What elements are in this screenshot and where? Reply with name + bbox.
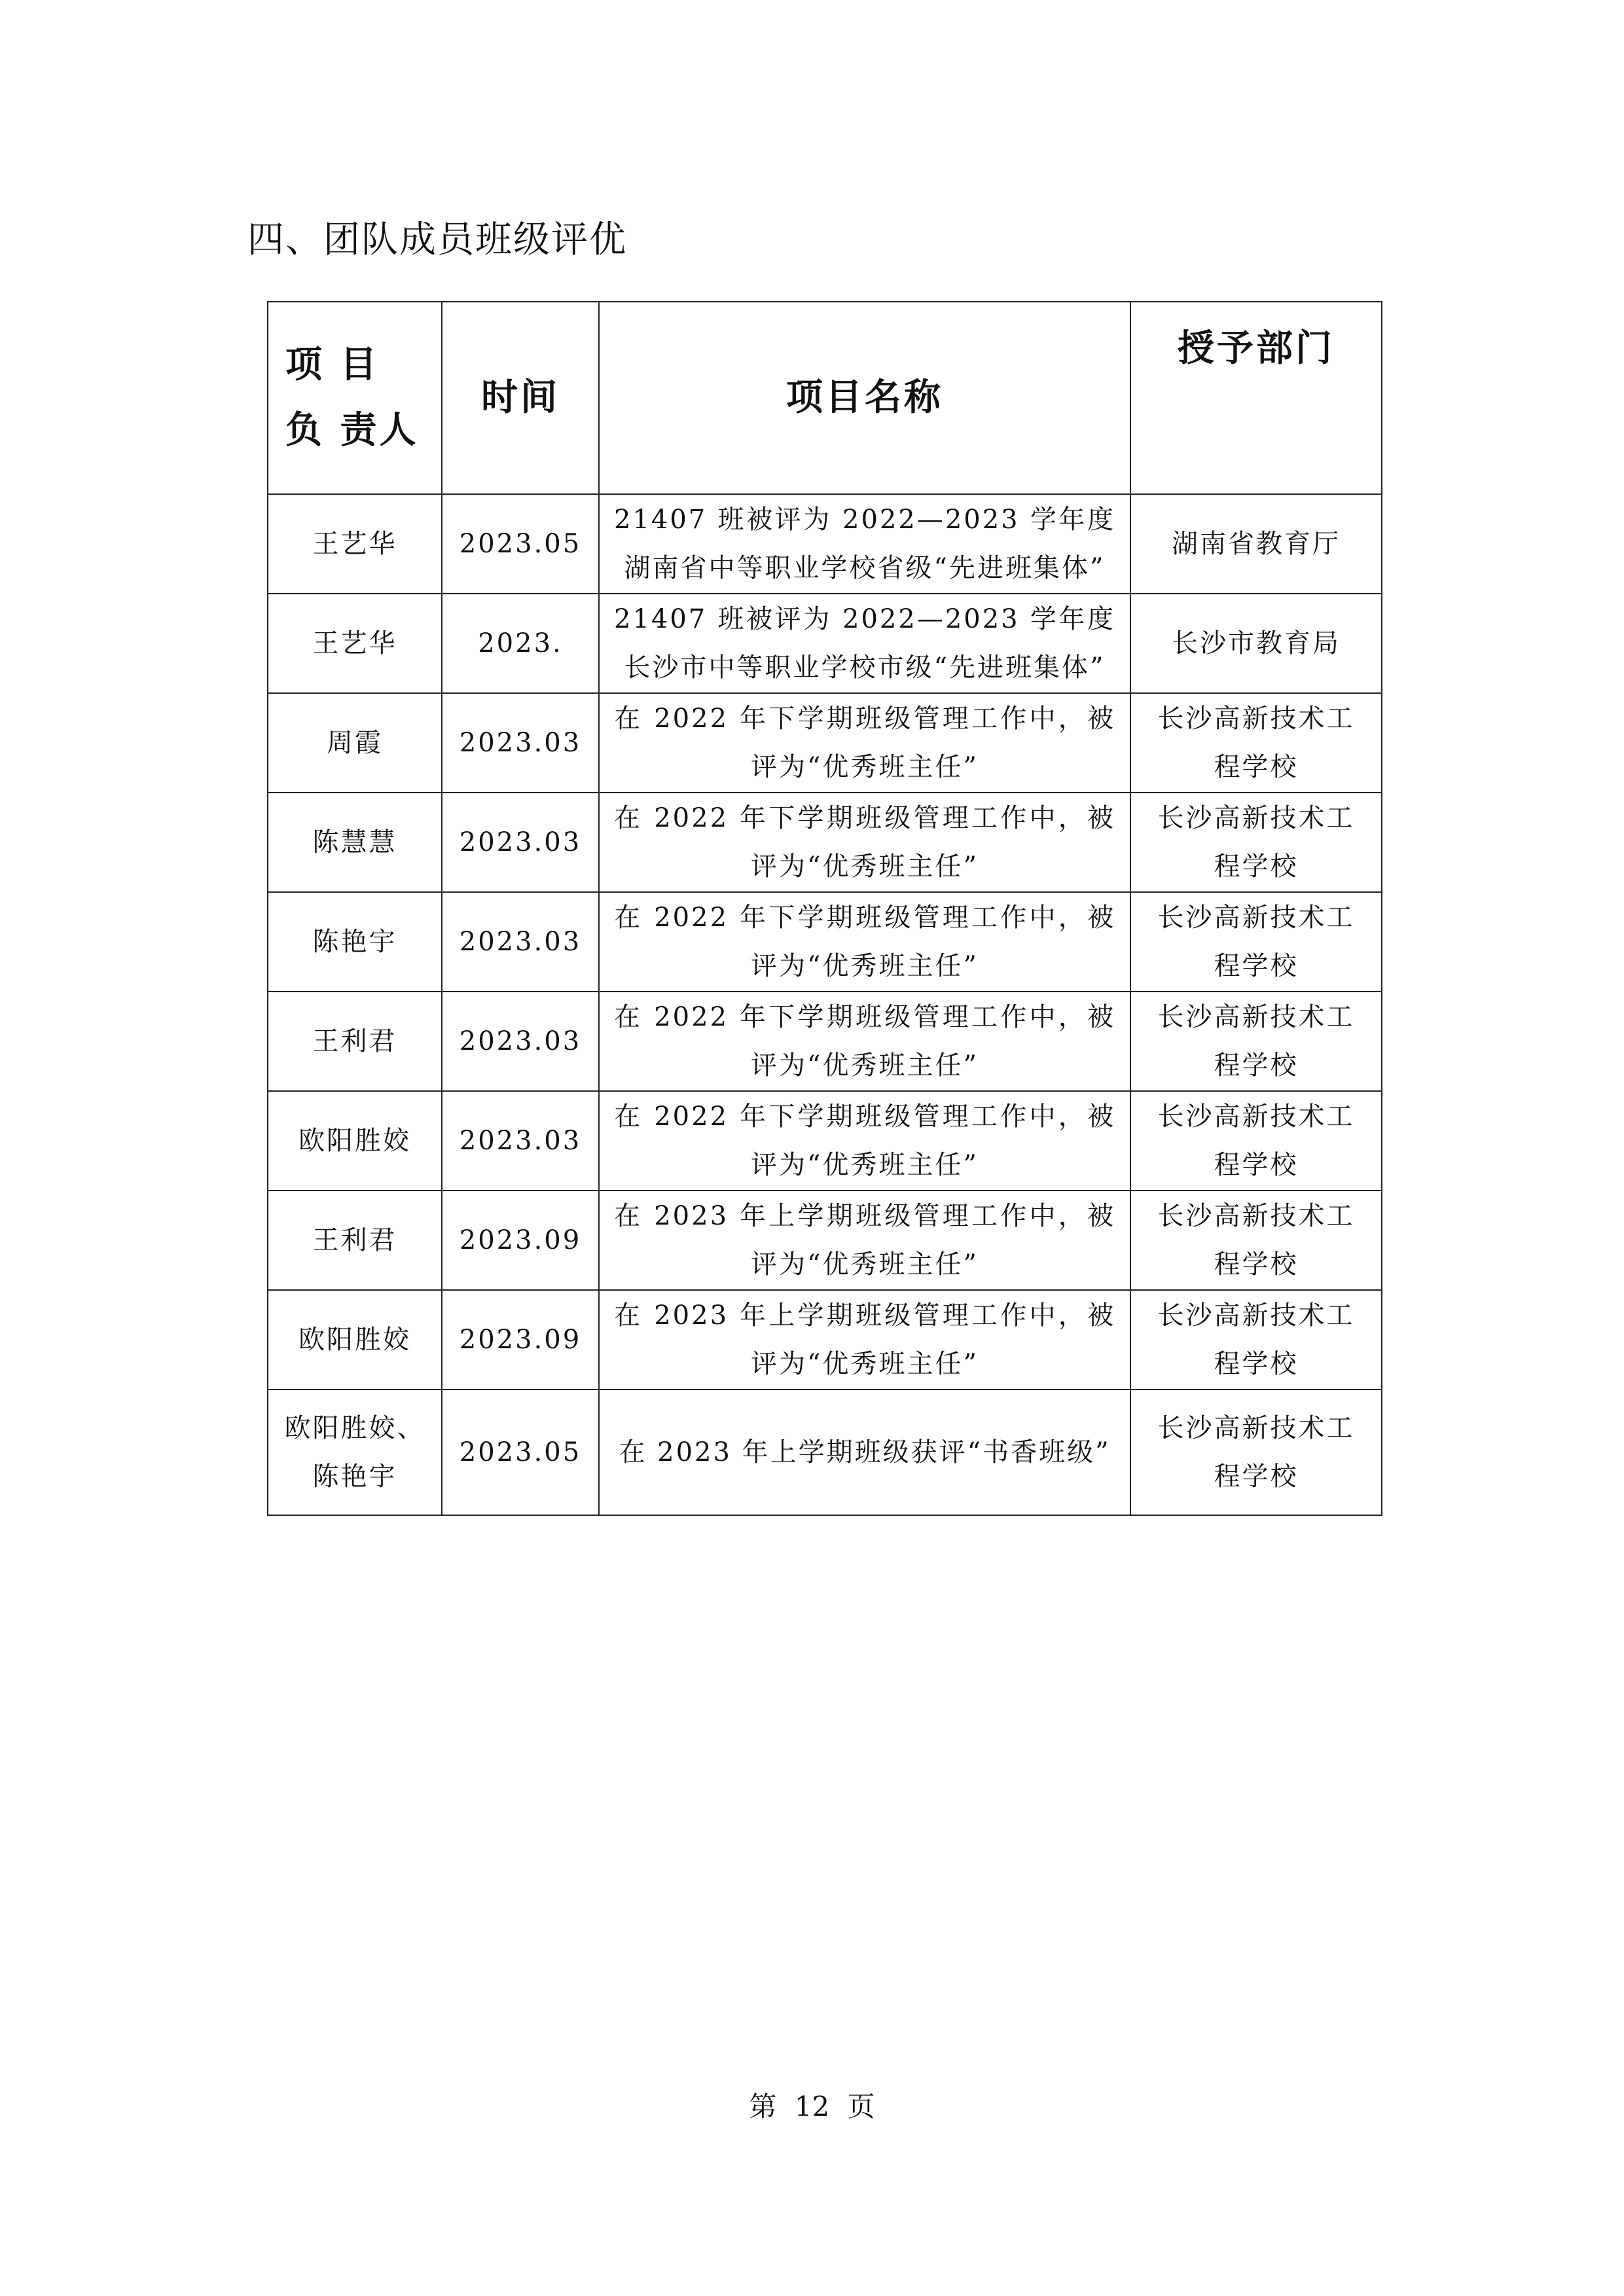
table-header-row <box>268 302 1382 494</box>
cell-time: 2023.05 <box>442 494 599 594</box>
cell-department: 湖南省教育厅 <box>1130 494 1382 594</box>
cell-project-name: 在 2022 年下学期班级管理工作中，被评为“优秀班主任” <box>599 1091 1130 1191</box>
cell-project-name: 21407 班被评为 2022—2023 学年度湖南省中等职业学校省级“先进班集体” <box>599 494 1130 594</box>
table-row <box>268 1290 1382 1390</box>
cell-project-name: 在 2022 年下学期班级管理工作中，被评为“优秀班主任” <box>599 892 1130 992</box>
cell-department: 长沙高新技术工程学校 <box>1130 1290 1382 1390</box>
cell-project-name: 在 2022 年下学期班级管理工作中，被评为“优秀班主任” <box>599 693 1130 793</box>
header-time: 时间 <box>442 302 599 494</box>
page-number: 第 12 页 <box>749 2090 875 2123</box>
cell-department: 长沙高新技术工程学校 <box>1130 1091 1382 1191</box>
header-leader: 项 目 负 责人 <box>268 302 442 494</box>
cell-department: 长沙高新技术工程学校 <box>1130 1191 1382 1290</box>
header-project-name: 项目名称 <box>599 302 1130 494</box>
cell-project-name: 在 2022 年下学期班级管理工作中，被评为“优秀班主任” <box>599 793 1130 892</box>
awards-table <box>267 301 1382 1516</box>
cell-leader: 王艺华 <box>268 494 442 594</box>
table-row <box>268 1390 1382 1515</box>
table-row <box>268 1191 1382 1290</box>
cell-department: 长沙高新技术工程学校 <box>1130 992 1382 1091</box>
cell-project-name: 在 2023 年上学期班级管理工作中，被评为“优秀班主任” <box>599 1290 1130 1390</box>
cell-time: 2023.09 <box>442 1191 599 1290</box>
table-row <box>268 892 1382 992</box>
cell-time: 2023.03 <box>442 892 599 992</box>
cell-department: 长沙高新技术工程学校 <box>1130 793 1382 892</box>
cell-department: 长沙高新技术工程学校 <box>1130 693 1382 793</box>
header-department: 授予部门 <box>1130 302 1382 494</box>
cell-leader: 欧阳胜姣 <box>268 1290 442 1390</box>
table-row <box>268 793 1382 892</box>
section-title: 四、团队成员班级评优 <box>247 219 627 261</box>
cell-leader: 欧阳胜姣、陈艳宇 <box>268 1390 442 1515</box>
table-row <box>268 693 1382 793</box>
cell-project-name: 在 2023 年上学期班级获评“书香班级” <box>599 1390 1130 1515</box>
cell-time: 2023.05 <box>442 1390 599 1515</box>
cell-department: 长沙市教育局 <box>1130 594 1382 693</box>
cell-time: 2023.03 <box>442 693 599 793</box>
cell-leader: 王利君 <box>268 992 442 1091</box>
cell-project-name: 在 2022 年下学期班级管理工作中，被评为“优秀班主任” <box>599 992 1130 1091</box>
cell-department: 长沙高新技术工程学校 <box>1130 1390 1382 1515</box>
cell-leader: 陈艳宇 <box>268 892 442 992</box>
cell-project-name: 21407 班被评为 2022—2023 学年度长沙市中等职业学校市级“先进班集体” <box>599 594 1130 693</box>
table-row <box>268 992 1382 1091</box>
cell-time: 2023. <box>442 594 599 693</box>
cell-leader: 周霞 <box>268 693 442 793</box>
cell-time: 2023.03 <box>442 992 599 1091</box>
cell-project-name: 在 2023 年上学期班级管理工作中，被评为“优秀班主任” <box>599 1191 1130 1290</box>
cell-leader: 欧阳胜姣 <box>268 1091 442 1191</box>
cell-leader: 陈慧慧 <box>268 793 442 892</box>
table-row <box>268 594 1382 693</box>
table-row <box>268 1091 1382 1191</box>
cell-department: 长沙高新技术工程学校 <box>1130 892 1382 992</box>
cell-time: 2023.03 <box>442 793 599 892</box>
table-row <box>268 494 1382 594</box>
cell-leader: 王利君 <box>268 1191 442 1290</box>
cell-time: 2023.03 <box>442 1091 599 1191</box>
cell-time: 2023.09 <box>442 1290 599 1390</box>
cell-leader: 王艺华 <box>268 594 442 693</box>
